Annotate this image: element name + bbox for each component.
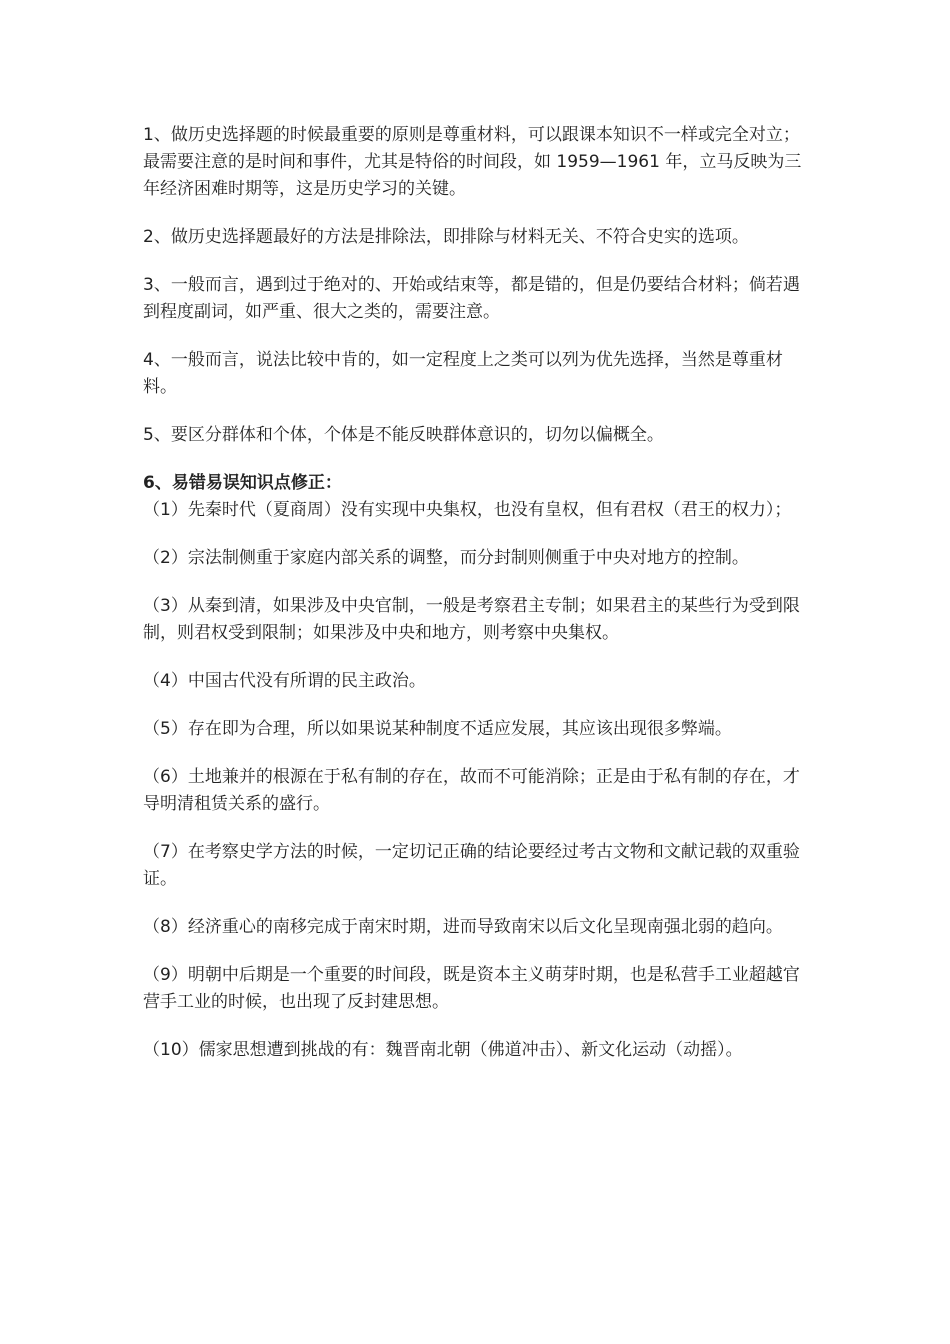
paragraph-4: 4、一般而言，说法比较中肯的，如一定程度上之类可以列为优先选择，当然是尊重材料。 (143, 350, 783, 397)
correction-item-5: （5）存在即为合理，所以如果说某种制度不适应发展，其应该出现很多弊端。 (143, 719, 732, 739)
paragraph-5: 5、要区分群体和个体，个体是不能反映群体意识的，切勿以偏概全。 (143, 425, 664, 445)
correction-item-3: （3）从秦到清，如果涉及中央官制，一般是考察君主专制；如果君主的某些行为受到限制，则君权受到限制；如果涉及中央和地方，则考察中央集权。 (143, 596, 800, 643)
paragraph-2: 2、做历史选择题最好的方法是排除法，即排除与材料无关、不符合史实的选项。 (143, 227, 749, 247)
correction-item-6: （6）土地兼并的根源在于私有制的存在，故而不可能消除；正是由于私有制的存在，才导明清租赁关系的盛行。 (143, 767, 800, 814)
document-body (143, 122, 808, 1085)
correction-item-10: （10）儒家思想遭到挑战的有：魏晋南北朝（佛道冲击）、新文化运动（动摇）。 (143, 1040, 743, 1060)
correction-item-8: （8）经济重心的南移完成于南宋时期，进而导致南宋以后文化呈现南强北弱的趋向。 (143, 917, 783, 937)
paragraph-1: 1、做历史选择题的时候最重要的原则是尊重材料，可以跟课本知识不一样或完全对立；最需要注意的是时间和事件，尤其是特俗的时间段，如 1959—1961 年，立马反映为三年经济困难时期等，这是历史学习的关键。 (143, 125, 802, 199)
correction-item-9: （9）明朝中后期是一个重要的时间段，既是资本主义萌芽时期，也是私营手工业超越官营手工业的时候，也出现了反封建思想。 (143, 965, 800, 1012)
paragraph-3: 3、一般而言，遇到过于绝对的、开始或结束等，都是错的，但是仍要结合材料；倘若遇到程度副词，如严重、很大之类的，需要注意。 (143, 275, 800, 322)
section-title: 6、易错易误知识点修正： (143, 473, 342, 493)
correction-item-2: （2）宗法制侧重于家庭内部关系的调整，而分封制则侧重于中央对地方的控制。 (143, 548, 749, 568)
correction-item-1: （1）先秦时代（夏商周）没有实现中央集权，也没有皇权，但有君权（君王的权力）； (143, 500, 792, 520)
correction-item-4: （4）中国古代没有所谓的民主政治。 (143, 671, 426, 691)
correction-item-7: （7）在考察史学方法的时候，一定切记正确的结论要经过考古文物和文献记载的双重验证。 (143, 842, 800, 889)
section-corrections (143, 470, 808, 1064)
